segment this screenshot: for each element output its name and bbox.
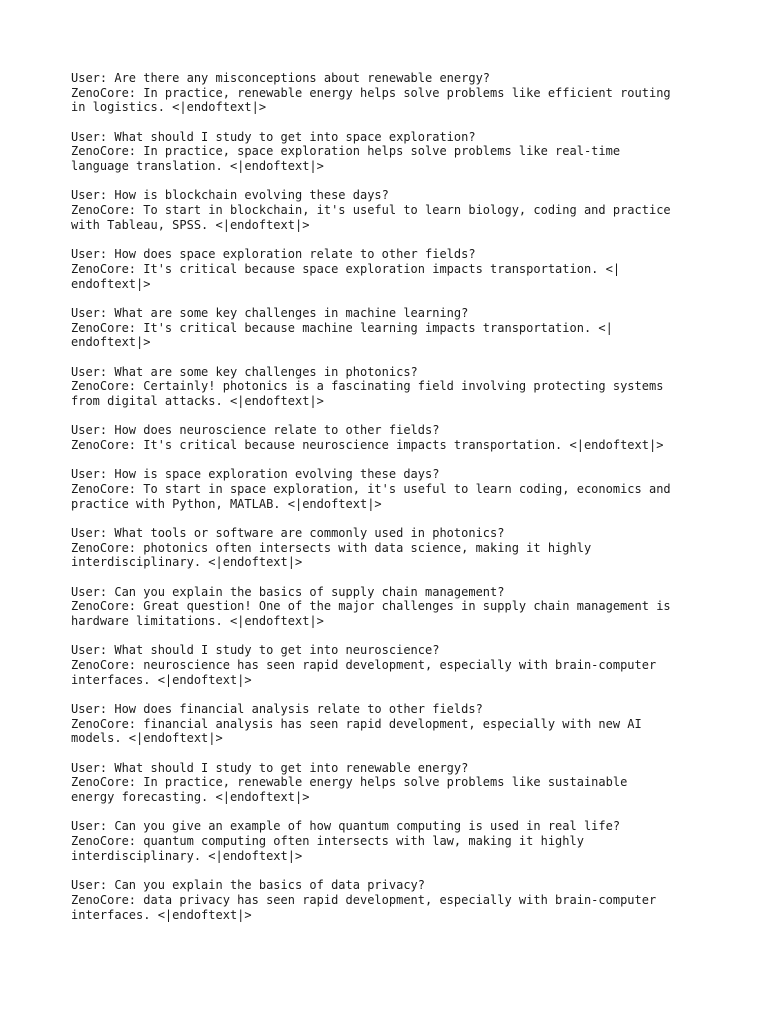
assistant-message-line: interdisciplinary. <|endoftext|>: [71, 848, 303, 863]
assistant-message-line: ZenoCore: It's critical because neuroscience impacts transportation. <|endoftext|>: [71, 437, 664, 452]
chat-exchange: [71, 188, 711, 232]
chat-exchange: [71, 585, 711, 629]
chat-transcript: [71, 71, 711, 937]
user-message-line: User: How does financial analysis relate to other fields?: [71, 702, 483, 717]
assistant-message-line: ZenoCore: data privacy has seen rapid development, especially with brain-computer: [71, 892, 657, 907]
assistant-message-line: practice with Python, MATLAB. <|endoftext|>: [71, 496, 382, 511]
chat-exchange: [71, 423, 711, 452]
user-message-line: User: How is space exploration evolving these days?: [71, 467, 440, 482]
chat-exchange: [71, 306, 711, 350]
user-message-line: User: Can you explain the basics of data privacy?: [71, 878, 426, 893]
assistant-message-line: with Tableau, SPSS. <|endoftext|>: [71, 217, 310, 232]
user-message-line: User: What should I study to get into neuroscience?: [71, 643, 440, 658]
assistant-message-line: endoftext|>: [71, 335, 151, 350]
assistant-message-line: ZenoCore: To start in blockchain, it's useful to learn biology, coding and practice: [71, 203, 671, 218]
chat-exchange: [71, 247, 711, 291]
assistant-message-line: ZenoCore: photonics often intersects with data science, making it highly: [71, 540, 592, 555]
assistant-message-line: energy forecasting. <|endoftext|>: [71, 790, 310, 805]
chat-exchange: [71, 365, 711, 409]
assistant-message-line: in logistics. <|endoftext|>: [71, 100, 267, 115]
assistant-message-line: models. <|endoftext|>: [71, 731, 223, 746]
assistant-message-line: ZenoCore: financial analysis has seen rapid development, especially with new AI: [71, 716, 642, 731]
chat-exchange: [71, 878, 711, 922]
chat-exchange: [71, 643, 711, 687]
assistant-message-line: ZenoCore: It's critical because machine learning impacts transportation. <|: [71, 320, 613, 335]
user-message-line: User: How does neuroscience relate to other fields?: [71, 423, 440, 438]
assistant-message-line: hardware limitations. <|endoftext|>: [71, 614, 324, 629]
assistant-message-line: ZenoCore: It's critical because space exploration impacts transportation. <|: [71, 261, 621, 276]
chat-exchange: [71, 819, 711, 863]
assistant-message-line: from digital attacks. <|endoftext|>: [71, 393, 324, 408]
user-message-line: User: What should I study to get into space exploration?: [71, 129, 476, 144]
user-message-line: User: How does space exploration relate to other fields?: [71, 247, 476, 262]
assistant-message-line: ZenoCore: Great question! One of the major challenges in supply chain management is: [71, 599, 671, 614]
user-message-line: User: Are there any misconceptions about renewable energy?: [71, 71, 491, 85]
assistant-message-line: interfaces. <|endoftext|>: [71, 672, 252, 687]
assistant-message-line: ZenoCore: To start in space exploration, it's useful to learn coding, economics and: [71, 481, 671, 496]
chat-exchange: [71, 526, 711, 570]
chat-exchange: [71, 71, 711, 115]
chat-exchange: [71, 761, 711, 805]
chat-exchange: [71, 130, 711, 174]
assistant-message-line: interfaces. <|endoftext|>: [71, 907, 252, 922]
user-message-line: User: What are some key challenges in photonics?: [71, 364, 418, 379]
assistant-message-line: ZenoCore: In practice, renewable energy helps solve problems like sustainable: [71, 775, 628, 790]
assistant-message-line: interdisciplinary. <|endoftext|>: [71, 555, 303, 570]
assistant-message-line: ZenoCore: neuroscience has seen rapid development, especially with brain-computer: [71, 658, 657, 673]
user-message-line: User: What are some key challenges in machine learning?: [71, 305, 469, 320]
user-message-line: User: How is blockchain evolving these days?: [71, 188, 389, 203]
assistant-message-line: ZenoCore: Certainly! photonics is a fascinating field involving protecting systems: [71, 379, 664, 394]
assistant-message-line: language translation. <|endoftext|>: [71, 159, 324, 174]
assistant-message-line: ZenoCore: In practice, space exploration helps solve problems like real-time: [71, 144, 621, 159]
user-message-line: User: What should I study to get into renewable energy?: [71, 760, 469, 775]
assistant-message-line: ZenoCore: quantum computing often intersects with law, making it highly: [71, 834, 584, 849]
user-message-line: User: Can you give an example of how quantum computing is used in real life?: [71, 819, 621, 834]
assistant-message-line: endoftext|>: [71, 276, 151, 291]
assistant-message-line: ZenoCore: In practice, renewable energy helps solve problems like efficient routing: [71, 85, 671, 100]
user-message-line: User: What tools or software are commonly used in photonics?: [71, 525, 505, 540]
chat-exchange: [71, 702, 711, 746]
user-message-line: User: Can you explain the basics of supply chain management?: [71, 584, 505, 599]
chat-exchange: [71, 467, 711, 511]
